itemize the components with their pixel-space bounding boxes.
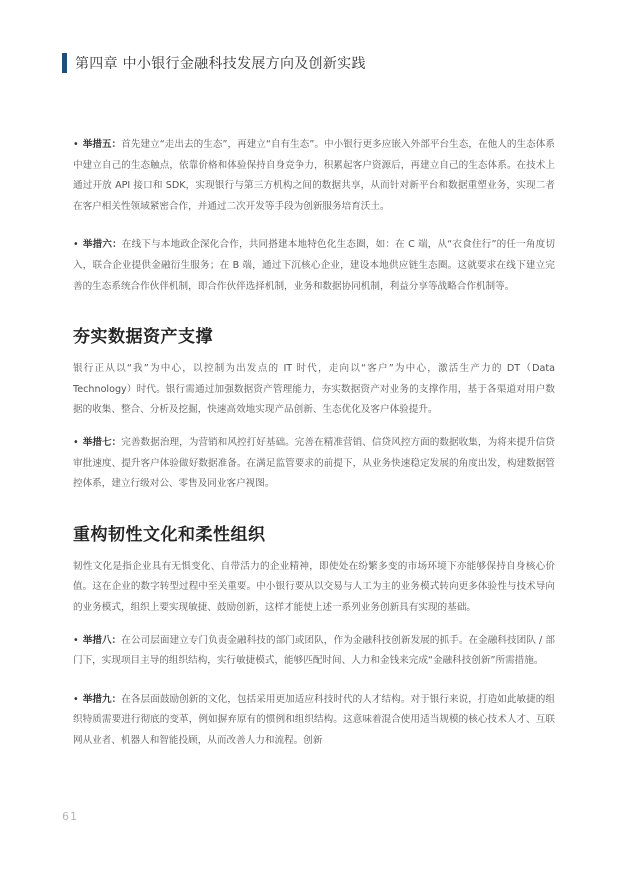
measure-8 (73, 631, 555, 672)
measure-text: 在各层面鼓励创新的文化，包括采用更加适应科技时代的人才结构。对于银行来说，打造如此敏捷的组织特质需要进行彻底的变革，例如摒弃原有的惯例和组织结构。这意味着混合使用适当规模的核心技术人才、互联网从业者、机器人和智能投顾，从而改善人力和流程。创新 (73, 693, 556, 746)
measure-lead: 举措六： (82, 239, 122, 251)
bullet-dot: • (73, 139, 79, 150)
chapter-header (62, 53, 366, 73)
measure-lead: 举措八： (82, 634, 122, 646)
bullet-dot: • (73, 634, 79, 646)
bullet-dot: • (73, 436, 79, 448)
header-accent-bar (62, 53, 67, 73)
section-heading-data-assets: 夯实数据资产支撑 (73, 327, 213, 348)
page-number: 61 (62, 810, 78, 823)
measure-text: 在线下与本地政企深化合作，共同搭建本地特色化生态圈，如：在 C 端，从“衣食住行”的任一角度切入，联合企业提供金融衍生服务；在 B 端，通过下沉核心企业，建设本地供应链生态圈。这就要求在线下建立完善的生态系统合作伙伴机制，即合作伙伴选择机制，业务和数据协同机制，利益分享等战略合作机制等。 (73, 239, 555, 292)
measure-lead: 举措七： (82, 436, 122, 448)
measure-lead: 举措五： (82, 139, 122, 150)
measure-text: 在公司层面建立专门负责金融科技的部门或团队，作为金融科技创新发展的抓手。在金融科技团队 / 部门下，实现项目主导的组织结构，实行敏捷模式，能够匹配时间、人力和金钱来完成“金融科技创新”所需措施。 (73, 634, 555, 667)
page-content (73, 135, 555, 769)
measure-text: 完善数据治理，为营销和风控打好基础。完善在精准营销、信贷风控方面的数据收集，为将来提升信贷审批速度、提升客户体验做好数据准备。在满足监管要求的前提下，从业务快速稳定发展的角度出发，构建数据管控体系，建立行级对公、零售及同业客户视图。 (73, 436, 556, 490)
measure-text: 首先建立“走出去的生态”，再建立“自有生态”。中小银行更多应嵌入外部平台生态，在他人的生态体系中建立自己的生态触点，依靠价格和体验保持自身竞争力，积累起客户资源后，再建立自己的生态体系。在技术上通过开放 API 接口和 SDK，实现银行与第三方机构之间的数据共享，从而针对新平台和数据重塑业务，实现二者在客户相关性领域紧密合作，并通过二次开发等手段为创新服务培育沃土。 (73, 139, 555, 212)
measure-lead: 举措九： (82, 693, 122, 705)
bullet-dot: • (73, 693, 79, 705)
measure-7 (73, 433, 555, 495)
section-intro-culture: 韧性文化是指企业具有无惧变化、自带活力的企业精神，即使处在纷繁多变的市场环境下亦能够保持自身核心价值。这在企业的数字转型过程中至关重要。中小银行要从以交易与人工为主的业务模式转向更多体验性与技术导向的业务模式，组织上要实现敏捷、鼓励创新，这样才能使上述一系列业务创新具有实现的基础。 (73, 560, 555, 613)
section-heading-culture: 重构韧性文化和柔性组织 (73, 524, 266, 545)
section-intro-data-assets: 银行正从以“我”为中心，以控制为出发点的 IT 时代，走向以“客户”为中心，激活生产力的 DT（Data Technology）时代。银行需通过加强数据资产管理能力，夯实数据资产对业务的支撑作用，基于各渠道对用户数据的收集、整合、分析及挖掘，快速高效地实现产品创新、生态优化及客户体验提升。 (73, 363, 555, 416)
bullet-dot: • (73, 239, 79, 251)
measure-6 (73, 235, 555, 297)
chapter-title: 第四章 中小银行金融科技发展方向及创新实践 (75, 56, 366, 72)
measure-9 (73, 690, 555, 752)
measure-5 (73, 135, 555, 217)
